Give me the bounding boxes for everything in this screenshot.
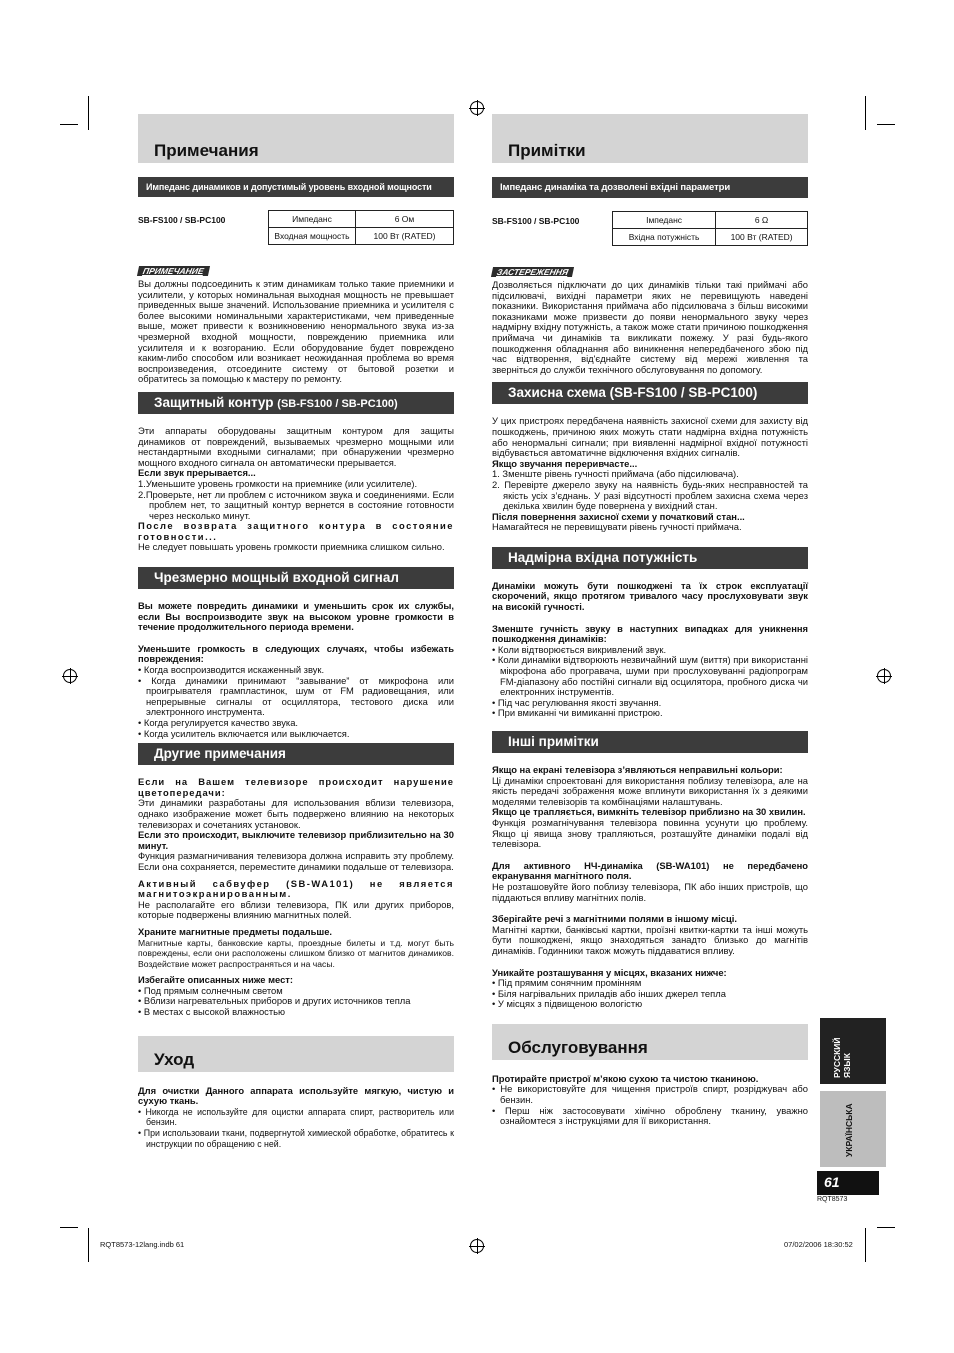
list-item: 1. Зменште рівень гучності приймача (або підсилювача). — [492, 468, 739, 480]
section-protection-model: (SB-FS100 / SB-PC100) — [277, 397, 398, 410]
avoid-list — [138, 986, 454, 1018]
spec-grid — [268, 210, 454, 245]
avoid-list — [492, 978, 808, 1010]
care-head: Для очистки Данного аппарата используйте мягкую, чистую и сухую ткань. — [138, 1084, 454, 1107]
excess-warning: Динаміки можуть бути пошкоджені та їх строк експлуатації скорочений, якщо протягом тривалого часу прослуховувати звук на високій гучності. — [492, 579, 808, 613]
tv-off: Якщо це трапляється, вимкніть телевізор приблизно на 30 хвилин. — [492, 806, 806, 818]
section-protection — [138, 392, 454, 414]
list-item: • Перш ніж застосовувати хімічно оброблену тканину, уважно ознайомтеся з інструкціями для її використання. — [492, 1104, 808, 1127]
footer-file: RQT8573-12lang.indb 61 — [100, 1240, 185, 1249]
crop-mark — [60, 1227, 78, 1228]
list-item: • Коли відтворюється викривлений звук. — [492, 643, 667, 655]
list-item: • Когда воспроизводится искаженный звук. — [138, 664, 325, 676]
magnet-text: Магнітні картки, банківські картки, проїзні квитки-картки та інші можуть бути пошкоджені, якщо знаходяться занадто близько до магнітів динаміків. Годинники також можуть піддаватися впливу. — [492, 923, 808, 956]
spec-table — [138, 210, 454, 245]
language-tab-ukrainian — [820, 1091, 886, 1167]
protect-text: Эти аппараты оборудованы защитным контуром для защиты динамиков от повреждений, вызываемых чрезмерно мощными или нестандартными входными сигналами; при обнаружении чрезмерно мощного входного сигнала он автоматически прерывается. — [138, 424, 454, 468]
list-item: • Коли динаміки відтворюють незвичайний шум (виття) при використанні мікрофона або програвача, шуми при прослуховуванні радіопрограм FM-діапазону або постійні сигнали від осцилятора, пробного диска чи електронних інструментів. — [492, 654, 808, 698]
crop-mark — [877, 124, 895, 125]
list-item: • Никогда не используйте для оцистки аппарата спирт, растворитель или бензин. — [138, 1106, 454, 1128]
spec-value: 6 Ом — [356, 211, 454, 228]
page-title-box — [492, 114, 808, 163]
impedance-subhead: Імпеданс динаміка та дозволені вхідні параметри — [492, 177, 808, 198]
list-item: • Вблизи нагревательных приборов и других источников тепла — [138, 995, 411, 1007]
protect-note: Намагайтеся не перевищувати рівень гучності приймача. — [492, 521, 742, 533]
page-number-box — [817, 1171, 879, 1195]
registration-mark-icon — [470, 101, 484, 115]
crop-mark — [88, 1228, 89, 1262]
tv-text: Эти динамики разработаны для использования вблизи телевизора, однако изображение может быть подвержено влиянию на некоторых телевизорах и сочетаниях установок. — [138, 797, 454, 830]
tv-head: Если на Вашем телевизоре происходит нарушение цветопередачи: — [138, 776, 454, 798]
tv-demag: Функция размагничивания телевизора должна исправить эту проблему. Если она сохраняется, переместите динамики подальше от телевизора. — [138, 850, 454, 872]
list-item: • При вмиканні чи вимиканні пристрою. — [492, 707, 663, 719]
excess-warning: Вы можете повредить динамики и уменьшить срок их службы, если Вы воспроизводите звук на высоком уровне громкости в течение продолжительного периода времени. — [138, 600, 454, 633]
spec-table — [492, 211, 808, 246]
excess-reduce: Зменште гучність звуку в наступних випадках для уникнення пошкодження динаміків: — [492, 622, 808, 645]
protect-text: У цих пристроях передбачена наявність захисної схеми для захисту від пошкоджень, причиною яких можуть стати надмірна вхідна потужність або ненормальні сигнали; при виявленні надмірної вхідної потужності відбувається автоматичне відключення вхідних сигналів. — [492, 415, 808, 459]
care-list — [138, 1107, 454, 1149]
list-item: • У місцях з підвищеною вологістю — [492, 998, 643, 1010]
caution-label: ЗАСТЕРЕЖЕННЯ — [491, 267, 574, 277]
magnet-head: Зберігайте речі з магнітними полями в іншому місці. — [492, 913, 737, 925]
crop-mark — [60, 124, 78, 125]
list-item: • Под прямым солнечным светом — [138, 984, 283, 996]
protect-steps — [138, 479, 454, 521]
language-tab-label: УКРАЇНСЬКА — [844, 1103, 854, 1157]
page-title-box — [138, 114, 454, 163]
excess-list — [492, 645, 808, 719]
excess-reduce: Уменьшите громкость в следующих случаях, чтобы избежать повреждения: — [138, 642, 454, 665]
spec-value: 6 Ω — [716, 212, 808, 229]
registration-mark-icon — [63, 669, 77, 683]
care-title-box — [492, 1024, 808, 1060]
section-excess: Чрезмерно мощный входной сигнал — [138, 567, 454, 589]
spec-model: SB-FS100 / SB-PC100 — [138, 215, 226, 225]
page-title: Примітки — [508, 141, 586, 160]
avoid-head: Уникайте розташування у місцях, вказаних нижче: — [492, 966, 727, 978]
subwoofer-text: Не розташовуйте його поблизу телевізора, ПК або інших пристроїв, що піддаються впливу магнітних полів. — [492, 880, 808, 903]
list-item: 2.Проверьте, нет ли проблем с источником звука и соединениями. Если проблем нет, то защитный контур вернется в состояние готовности через несколько минут. — [138, 488, 454, 521]
page-title: Примечания — [154, 141, 259, 160]
list-item: • Когда усилитель включается или выключается. — [138, 727, 350, 739]
section-other: Другие примечания — [138, 743, 454, 765]
subwoofer-head: Для активного НЧ-динаміка (SB-WA101) не передбачено екранування магнітного поля. — [492, 859, 808, 882]
subwoofer-head: Активный сабвуфер (SB-WA101) не является магнитоэкранированным. — [138, 877, 454, 900]
protect-after: После возврата защитного контура в состояние готовности... — [138, 520, 454, 542]
list-item: • Під час регулювання якості звучання. — [492, 696, 662, 708]
list-item: • Когда динамики принимают “завывание” от микрофона или проигрывателя грампластинок, шум от FM радиовещания, или непрерывные сигналы от осциллятора, тестового диска или электронного инструмента. — [138, 674, 454, 718]
list-item: • Когда регулируется качество звука. — [138, 717, 299, 728]
protect-after: Після повернення захисної схеми у початковий стан... — [492, 510, 745, 522]
spec-label: Вхідна потужність — [613, 229, 716, 246]
tv-off: Если это происходит, выключите телевизор приблизительно на 30 минут. — [138, 829, 454, 851]
spec-label: Импеданс — [269, 211, 356, 228]
tv-demag: Функція розмагнічування телевізора повинна усунути цю проблему. Якщо ці явища знову трапляються, розташуйте динаміки подалі від телевізора. — [492, 816, 808, 850]
caution-text: Дозволяється підключати до цих динаміків тільки такі приймачі або підсилювачі, вихідні параметри яких не перевищують наведені показники. Використання приймача або підсилювача з більш високими показниками може призвести до появи ненормального звуку через надмірну вхідну потужність, а також може стати причиною пошкодження приймача чи динаміків та викликати пожежу. У разі будь-якого пошкодження обладнання або виникнення непередбаченого збою під час відтворення, від'єднайте систему від мережі живлення та зверніться до служби технічного обслуговування по допомогу. — [492, 279, 808, 375]
section-other: Інші примітки — [492, 731, 808, 753]
section-protection-title: Защитный контур — [154, 394, 274, 410]
footer-datetime: 07/02/2006 18:30:52 — [784, 1240, 853, 1249]
care-head: Протирайте пристрої м’якою сухою та чистою тканиною. — [492, 1072, 759, 1084]
section-protection: Захисна схема (SB-FS100 / SB-PC100) — [492, 382, 808, 404]
ukrainian-column — [492, 114, 808, 1127]
protect-note: Не следует повышать уровень громкости приемника слишком сильно. — [138, 541, 445, 553]
spec-grid — [612, 211, 808, 246]
page-number: 61 — [824, 1174, 840, 1190]
care-title-box — [138, 1036, 454, 1072]
crop-mark — [877, 1227, 895, 1228]
tv-head: Якщо на екрані телевізора з’являються неправильні кольори: — [492, 764, 783, 775]
russian-column — [138, 114, 454, 1149]
care-title: Уход — [154, 1049, 195, 1069]
avoid-head: Избегайте описанных ниже мест: — [138, 974, 294, 986]
impedance-subhead: Импеданс динамиков и допустимый уровень входной мощности — [138, 177, 454, 197]
care-list — [492, 1084, 808, 1126]
crop-mark — [88, 96, 89, 130]
spec-value: 100 Вт (RATED) — [716, 229, 808, 246]
list-item: • В местах с высокой влажностью — [138, 1006, 286, 1018]
protect-if: Если звук прерывается... — [138, 467, 256, 479]
magnet-head: Храните магнитные предметы подальше. — [138, 925, 333, 937]
registration-mark-icon — [470, 1239, 484, 1253]
spec-label: Імпеданс — [613, 212, 716, 229]
subwoofer-text: Не располагайте его вблизи телевизора, ПК или других приборов, которые подвержены влиянию магнитных полей. — [138, 898, 454, 921]
list-item: • Під прямим сонячним промінням — [492, 977, 642, 989]
protect-steps — [492, 469, 808, 511]
list-item: • Не використовуйте для чищення пристроїв спирт, розріджувач або бензин. — [492, 1083, 808, 1106]
language-tab-label: РУССКИЙ ЯЗЫК — [832, 1037, 852, 1078]
list-item: 2. Перевірте джерело звуку на наявність будь-яких несправностей та якість усіх з’єднань. У разі відсутності проблем захисна схема через декілька хвилин буде повернена у вихідний стан. — [492, 478, 808, 512]
list-item: 1.Уменьшите уровень громкости на приемнике (или усилителе). — [138, 477, 418, 489]
spec-model: SB-FS100 / SB-PC100 — [492, 216, 580, 226]
excess-list — [138, 665, 454, 739]
list-item: • При использоваии ткани, подвергнутой химиеской обработке, обратитесь к инструкции по обращению с ней. — [138, 1128, 454, 1149]
magnet-text: Магнитные карты, банковские карты, проездные билеты и т.д. могут быть повреждены, если они расположены слишком близко от магнитов динамиков. Воздействие может распространяться и на часы. — [138, 937, 454, 969]
crop-mark — [865, 1228, 866, 1262]
section-excess: Надмірна вхідна потужність — [492, 547, 808, 569]
caution-label: ПРИМЕЧАНИЕ — [137, 266, 210, 276]
spec-label: Входная мощность — [269, 228, 356, 245]
list-item: • Біля нагрівальних приладів або інших джерел тепла — [492, 987, 726, 999]
crop-mark — [865, 96, 866, 130]
document-code: RQT8573 — [817, 1196, 848, 1203]
tv-text: Ці динаміки спроектовані для використання поблизу телевізора, але на якість передачі зображення може вплинути використання їх з деякими моделями телевізорів та комбінаціями налаштувань. — [492, 774, 808, 807]
language-tab-russian — [820, 1018, 886, 1084]
care-title: Обслуговування — [508, 1037, 648, 1057]
caution-text: Вы должны подсоединить к этим динамикам только такие приемники и усилители, у которых номинальная выходная мощность не превышает приведенных выше значений. Использование приемника и усилителя с более высокими номинальными характеристиками, чем приведенные выше, может привести к возникновению ненормального звука из-за чрезмерной входной мощности, повреждению приемника или усилителя и к возгоранию. Если оборудование будет повреждено каким-либо способом или возникает неожиданная проблема во время воспроизведения, отсоедините систему от бытовой розетки и обратитесь за помощью к мастеру по ремонту. — [138, 278, 454, 385]
protect-if: Якщо звучання переривчасте... — [492, 457, 638, 469]
registration-mark-icon — [877, 669, 891, 683]
spec-value: 100 Вт (RATED) — [356, 228, 454, 245]
